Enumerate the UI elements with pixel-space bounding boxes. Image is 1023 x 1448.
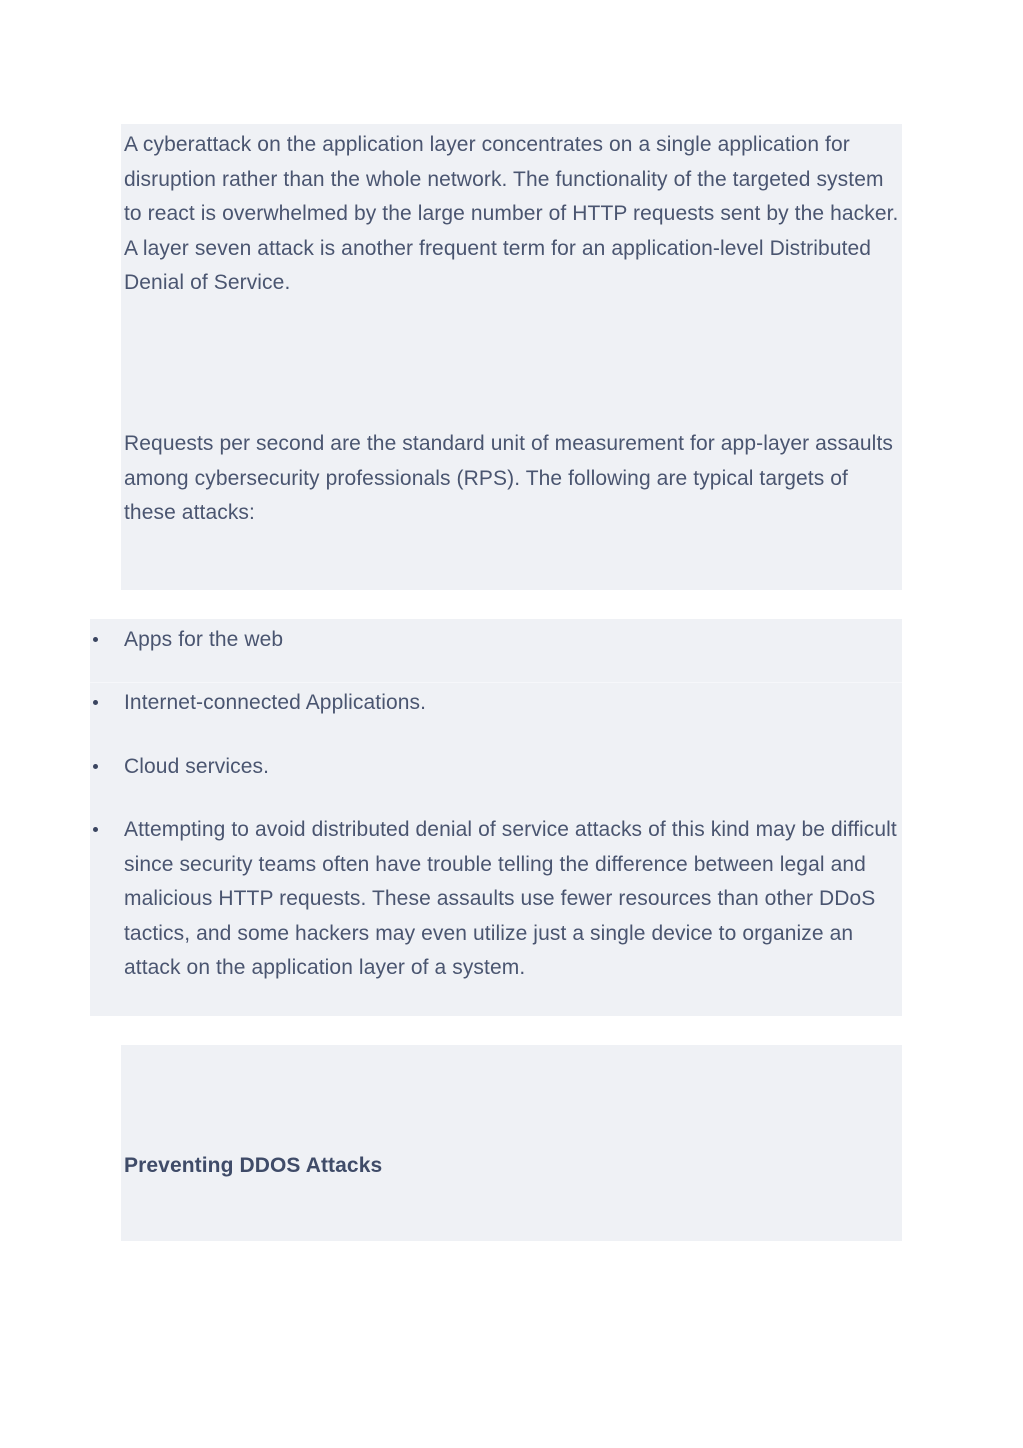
list-item-text: Internet-connected Applications.: [124, 691, 427, 714]
targets-list-block: [90, 619, 902, 1016]
section-heading-block: [121, 1045, 902, 1241]
intro-block: [121, 124, 902, 590]
bullet-icon: [93, 700, 98, 705]
intro-paragraph: A cyberattack on the application layer concentrates on a single application for disruption rather than the whole network. The functionality of the targeted system to react is overwhelmed by the large number of HTTP requests sent by the hacker. A layer seven attack is another frequent term for an application-level Distributed Denial of Service.: [124, 133, 899, 295]
list-item-text: Attempting to avoid distributed denial of service attacks of this kind may be difficult since security teams often have trouble telling the difference between legal and malicious HTTP requests. These assaults use fewer resources than other DDoS tactics, and some hackers may even utilize just a single device to organize an attack on the application layer of a system.: [124, 818, 897, 980]
list-item-text: Cloud services.: [124, 755, 270, 778]
bullet-icon: [93, 637, 98, 642]
bullet-icon: [93, 764, 98, 769]
list-item-text: Apps for the web: [124, 628, 284, 651]
bullet-icon: [93, 827, 98, 832]
row-divider: [90, 682, 902, 683]
section-heading: Preventing DDOS Attacks: [124, 1154, 383, 1177]
rps-paragraph: Requests per second are the standard unit of measurement for app-layer assaults among cybersecurity professionals (RPS). The following are typical targets of these attacks:: [124, 432, 893, 525]
